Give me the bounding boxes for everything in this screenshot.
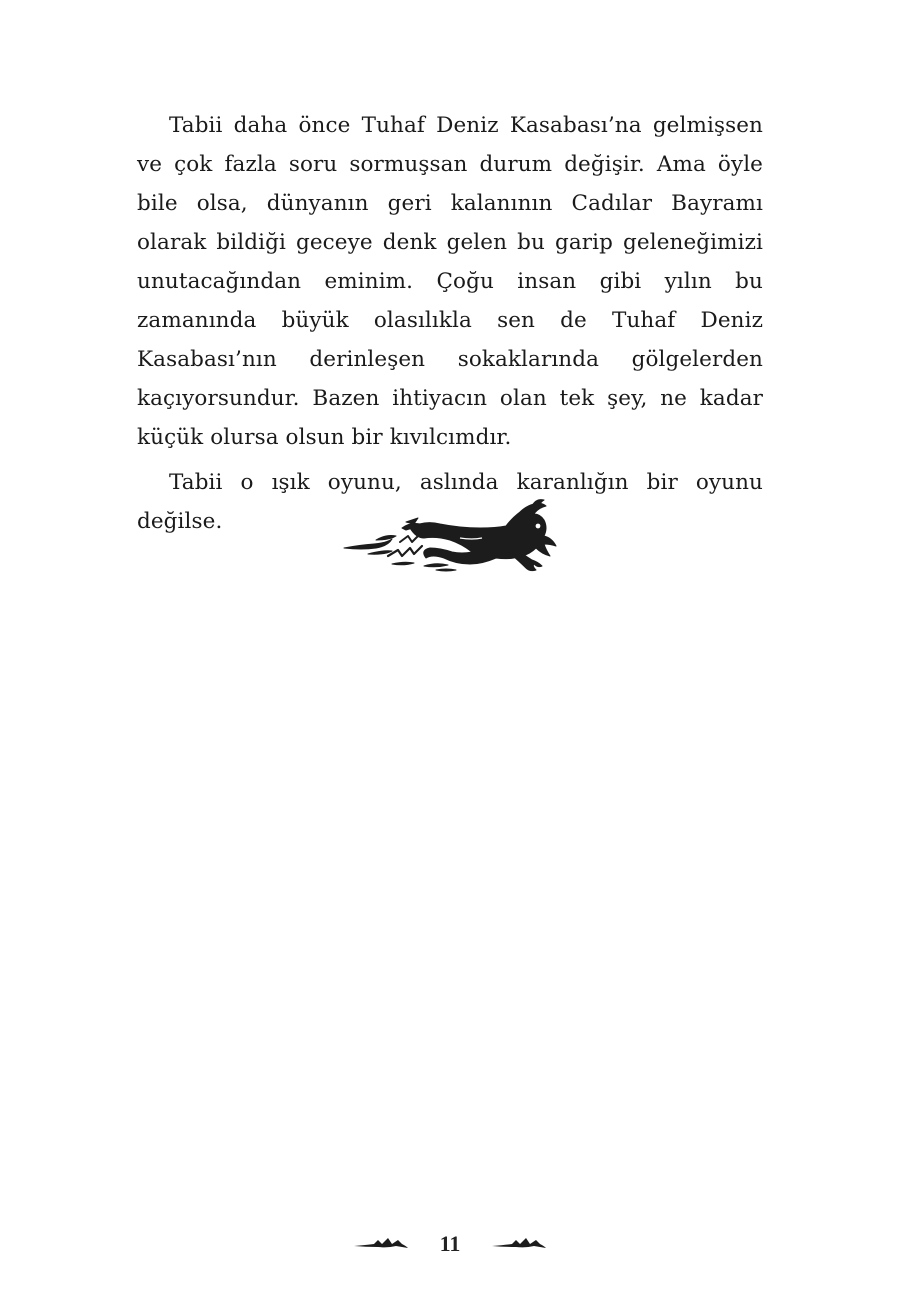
body-text xyxy=(137,106,763,547)
leaping-shadow-creature-icon xyxy=(340,498,562,578)
flourish-icon xyxy=(490,1234,548,1254)
flourish-icon xyxy=(352,1234,410,1254)
paragraph-2: Tabii o ışık oyunu, aslında karanlığın bir oyunu değilse. xyxy=(137,470,763,534)
page-footer xyxy=(0,1224,900,1264)
paragraph-1: Tabii daha önce Tuhaf Deniz Kasabası’na gelmişsen ve çok fazla soru sormuşsan durum değişir. Ama öyle bile olsa, dünyanın geri kalanının Cadılar Bayramı olarak bildiği geceye denk gelen bu garip geleneğimizi unutacağından eminim. Çoğu insan gibi yılın bu zamanında büyük olasılıkla sen de Tuhaf Deniz Kasabası’nın derinleşen sokaklarında gölgelerden kaçıyorsundur. Bazen ihtiyacın olan tek şey, ne kadar küçük olursa olsun bir kıvılcımdır. xyxy=(137,113,763,450)
page-number: 11 xyxy=(439,1231,461,1256)
